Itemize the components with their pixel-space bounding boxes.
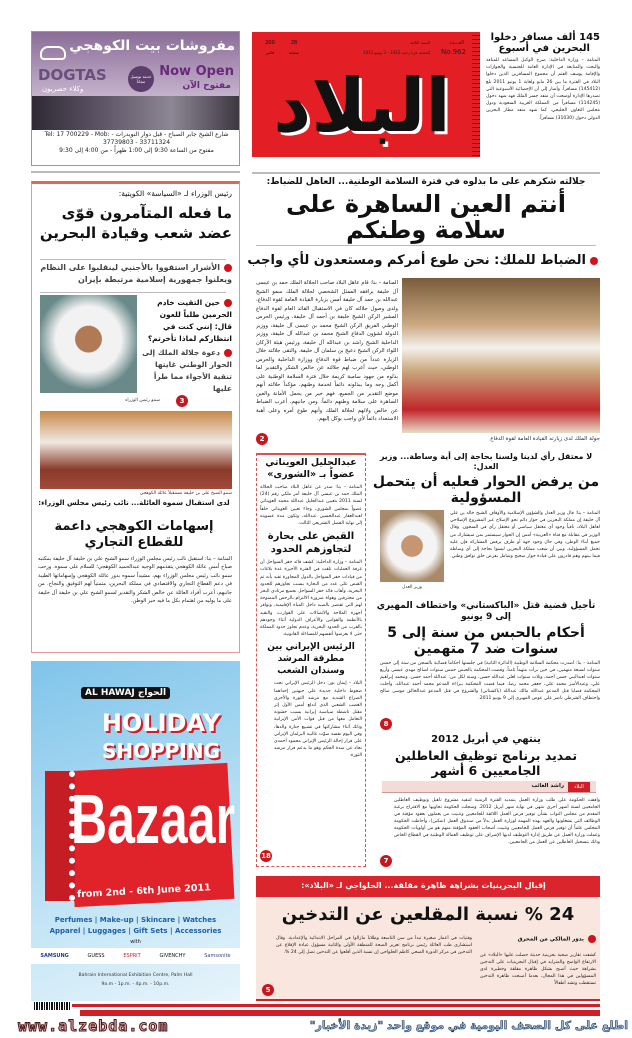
bullet-icon bbox=[224, 349, 232, 357]
divider bbox=[40, 259, 226, 260]
pm-point-3 bbox=[140, 347, 232, 395]
divider bbox=[256, 245, 596, 246]
brand-samsung: SAMSUNG bbox=[40, 953, 69, 959]
ad-hours: مفتوح من الساعة 9:30 إلى 1:00 ظهراً - من 4:00 إلى 9:30 bbox=[34, 147, 239, 155]
justice-headline[interactable]: من يرفض الحوار فعليه أن يتحمل المسؤولية bbox=[372, 474, 600, 506]
sofa-logo-icon bbox=[40, 46, 66, 60]
divider bbox=[252, 172, 600, 174]
ad-badge: خدمة توصيل مجاناً bbox=[128, 66, 154, 92]
year-label: السنة الثالثة bbox=[410, 40, 430, 45]
middle-a1-text: المنامة – بنا: صدر عن عاهل البلاد صاحب الجلالة الملك حمد بن عيسى آل خليفة أمر ملكي رقم (24) لسنة 2011 بتعيين عبدالجليل عبدالله محمد العويناتي عضواً بمجلس الشورى، وجاء تعيين العويناتي خلفاً لعبدالغفار عبدالحسين عبدالله، وتكون مدة عضويته إلى نهاية الفصل التشريعي الثالث. bbox=[260, 485, 362, 527]
kooheji-caption: سمو الشيخ علي بن خليفة مستقبلاً عائلة الكوهجي bbox=[139, 491, 232, 496]
middle-a2-title[interactable]: القبض على بحارة لتجاوزهم الحدود bbox=[267, 531, 355, 556]
bazaar-line3: Bazaar bbox=[71, 779, 235, 859]
kooheji-headline[interactable]: إسهامات الكوهجي داعمة للقطاع التجاري bbox=[54, 519, 214, 550]
lead-subhead bbox=[247, 252, 598, 270]
court-text: المنامة – بنا: أصدرت محكمة السلامة الوطنية (الدائرة الثانية) في جلستها أحكاماً قضائية بالسجن من سنة إلى خمس سنوات لسبعة متهمين، في حين برأت متهماً ثامناً. وقضت المحكمة بالحبس خمس سنوات لصالح مهدي عيسى وأربع سنوات لعبدالنبي حسن أحمد، وثلاث سنوات لعلي عبدالله حسن، وسنة لكل من: عبدالله أحمد حسن، ومحمد إبراهيم علي، وعبدالأمير محمد علي، جعفر محمد رضا، فيما قضت المحكمة ببراءة المدعو محمد أحمد عبدالله. وأجلت المحكمة قضايا قتل المدعو عبدالله مالك عبدالله (باكستاني) والشروع في قتل المدعو عبدالخالق موسى صالح واختطاف الشرطي ناصر علي عوض المهيري إلى 9 يونيو 2011. bbox=[380, 661, 600, 701]
middle-briefs-flow bbox=[260, 457, 362, 863]
lead-kicker: جلالته شكرهم على ما بذلوه في فترة السلامة الوطنية... العاهل للضباط: bbox=[266, 177, 586, 187]
bullet-icon bbox=[590, 257, 598, 265]
footer-url[interactable]: www.alzebda.com bbox=[18, 1017, 169, 1035]
justice-minister-photo bbox=[380, 510, 444, 582]
smoking-byline-text: بدور المالكي من المحرق bbox=[517, 936, 584, 943]
brand-samsonite: Samsonite bbox=[204, 953, 231, 959]
pm-point-text: دعوة جلالة الملك إلى الحوار الوطني غايتها تنقية الأجواء مما طرأ عليها bbox=[142, 348, 232, 393]
smoking-headline[interactable]: 24 % نسبة المقلعين عن التدخين bbox=[281, 904, 575, 925]
bazaar-hours: 9a.m - 1p.m. - 4p.m. - 10p.m. bbox=[101, 982, 170, 987]
price-label: فلس bbox=[265, 50, 275, 55]
ad-open-en: Now Open bbox=[159, 64, 234, 79]
bazaar-brands bbox=[31, 948, 240, 964]
smoking-text-1: كشفت تقارير صحية بحرينية حديثة حصلت عليها «البلاد» عن الارتفاع الواضح والمتزايد في إقبال البحرينيات على التدخين بشراهة حيث أصبح بشكل ظاهرة مقلقة وخطيرة لدى المسؤولين في هذا المجال، بعدما أصبحت ظاهرة التدخين تستقطب وتشد أطفالاً bbox=[480, 953, 596, 986]
lead-headline[interactable]: أنتم العين الساهرة على سلامة وطنكم bbox=[286, 190, 566, 244]
smoking-byline bbox=[480, 935, 596, 943]
kooheji-text: المنامة – بنا: استقبل نائب رئيس مجلس الوزراء سمو الشيخ علي بن خليفة آل خليفة بمكتبه صباح أمس عائلة الكوهجي يتقدمهم الوجيه عبدالحميد الكوهجي؛ للسلام على سموه. ورحب سمو نائب رئيس مجلس الوزراء بهم، مشيداً سموه بدور عائلة الكوهجي وإسهاماتها الطيبة في دعم القطاع التجاري والاقتصادي في مملكة البحرين، متمنياً لهم التوفيق والنجاح. من جانبهم، أعرب أفراد العائلة عن خالص الشكر والتقدير لسمو الشيخ علي بن خليفة آل خليفة على ما يوليه من اهتمام بكل ما فيه خير الوطن. bbox=[38, 556, 232, 605]
bazaar-cats-2: Apparel | Luggages | Gift Sets | Accessories bbox=[49, 927, 222, 935]
pm-point-text: الأشرار استقووا بالأجنبي لينقلبوا على النظام ويعلنوا جمهورية إسلامية مرتبطة بإيران bbox=[40, 263, 232, 284]
brief-title-2: البحرين في أسبوع bbox=[498, 43, 590, 54]
middle-a1-title[interactable]: عبدالجليل العويناتي عضواً بـ «الشورى» bbox=[265, 457, 357, 480]
justice-kicker: لا معتقل رأي لدينا ولسنا بحاجة إلى أية وساطة... وزير العدل: bbox=[379, 452, 593, 471]
brief-title-1: 145 ألف مسافر دخلوا bbox=[490, 32, 600, 43]
issue-date: الجمعة غرة رجب 1432 - 3 يونيو 2011 bbox=[363, 50, 430, 55]
page-count-label: صفحة bbox=[288, 50, 300, 55]
divider bbox=[40, 292, 226, 293]
king-visit-photo bbox=[402, 278, 600, 433]
page-count: 28 bbox=[290, 40, 298, 46]
brand-guess: GUESS bbox=[87, 953, 105, 959]
bullet-icon bbox=[224, 264, 232, 272]
brief-text: المنامة – وزارة الداخلية: صرح الوكيل المساعد للمنافذ والبحث والمتابعة في الإدارة العامة للجنسية والجوازات والإقامة يوسف الفتم أن مجموع المسافرين الذين دخلوا البلاد في الفترة ما بين 26 مايو ولغاية 1 يونيو 2011 بلغ (145412) مسافراً. وأشار إلى أن الإحصائية الأسبوعية التي تصدرها الإدارة أوضحت أن منفذ جسر الملك فهد شهد دخول (114245) مسافراً من المملكة العربية السعودية ودول مجلس التعاون الخليجي، كما شهد منفذ مطار البحرين الدولي دخول (31030) مسافراً. bbox=[486, 58, 600, 121]
court-kicker: تأجيل قضية قتل «الباكستاني» واختطاف المهيري إلى 9 يونيو bbox=[376, 601, 596, 622]
justice-caption: وزير العدل bbox=[402, 585, 422, 590]
page-ref-badge[interactable]: 3 bbox=[176, 395, 188, 407]
smoking-text-2: وفتيات في أعمار صغيرة تبدأ من سن التاسعة وطلاباً مازالوا في المراحل الابتدائية والإعدادية. وقال استشاري طب العائلة رئيس برنامج تعزيز الصحة للمنطقة الأولى والثانية مسؤول عيادة الإقلاع عن التدخين في مركز الدورة الصحي كاظم الحلواجي إن نسبة الذين أقلعوا عن التدخين تصل إلى 24 %. bbox=[276, 936, 472, 955]
page-ref-badge[interactable]: 7 bbox=[380, 855, 392, 867]
ad-agent: وكلاء حصريون bbox=[42, 85, 84, 93]
lead-text: المنامة – بنا: قام عاهل البلاد صاحب الجلالة الملك حمد بن عيسى آل خليفة يرافقه الممثل الشخصي لجلالة الملك سمو الشيخ عبدالله بن حمد آل خليفة أمس بزيارة القيادة العامة لقوة الدفاع، ولدى وصول جلالته كان في الاستقبال القائد العام لقوة الدفاع المشير الركن الشيخ خليفة بن أحمد آل خليفة، ورئيس الحرس الوطني الفريق الركن الشيخ محمد بن عيسى آل خليفة، ووزير الدولة لشؤون الدفاع الشيخ محمد بن عبدالله آل خليفة، ووزير الداخلية الشيخ راشد بن عبدالله آل خليفة، ورئيس هيئة الأركان اللواء الركن الشيخ دعيج بن سلمان آل خليفة. والتقى جلالته خلال الزيارة عدداً من ضباط قوة الدفاع ووزارة الداخلية والحرس الوطني، حيث أعرب لهم جلالته عن خالص الشكر والتقدير لما بذلوه من جهود سامية كريمة خلال فترة السلامة الوطنية على أكمل وجه وما يبذلونه دائماً لخدمة وطنهم، مؤكداً جلالته أنهم موضع التقدير من الجميع، فهم خير من يحمل الأمانة والعين الساهرة على سلامة وطنهم دائماً. ومن جانبهم، أعرب الضباط عن خالص ولائهم لجلالة الملك وأنهم طوع أمره وعلى أهبة الاستعداد دائماً لأي واجب يوكل إليهم. bbox=[256, 280, 398, 422]
justice-text: المنامة – بنا: قال وزير العدل والشؤون الإسلامية والأوقاف الشيخ خالد بن علي آل خليفة إن مملكة البحرين في حوار دائم نحو الإصلاح عبر المشروع الإصلاحي لعاهل البلاد، نافياً وجود أي معتقل سياسي أو معتقل رأي في السجون. وقال الوزير في مقابلة مع قناة «العربية» أمس إن الحوار سيستمر بمن سيشارك من جميع أبناء الوطن، وفي حال وجود جهة أو طرف يرفض المشاركة فإن عليه تحمل المسؤولية. وبين أن شعب مملكة البحرين ليسوا بحاجة إلى أي وساطة فيما بينهم وهم قادرون على قيادة حوار صحيح وشامل بفرض خلق توافق وطني. bbox=[450, 511, 600, 560]
lead-photo-caption: جولة الملك لدى زيارته القيادة العامة لقوة الدفاع bbox=[490, 436, 600, 442]
pm-kicker: رئيس الوزراء لـ «السياسة» الكويتية: bbox=[118, 189, 232, 198]
pm-point-1 bbox=[36, 262, 232, 286]
bazaar-venue: Bahrain International Exhibition Centre, Palm Hall bbox=[78, 973, 193, 978]
bazaar-dates: from 2nd - 6th June 2011 bbox=[76, 882, 211, 901]
newspaper-logo: البلاد bbox=[273, 63, 451, 149]
ad-open-ar: مفتوح الآن bbox=[182, 81, 231, 91]
jobs-source-tag: البلاد bbox=[568, 782, 590, 792]
middle-a3-title[interactable]: الرئيس الإيراني بين مطرقة المرشد وسندان الشعب bbox=[267, 642, 355, 677]
pm-photo bbox=[40, 295, 137, 393]
page-ref-badge[interactable]: 5 bbox=[262, 984, 274, 996]
jobs-kicker: ينتهي في أبريل 2012 bbox=[431, 734, 541, 745]
ad-brand-ar: مفروشات بيت الكوهجي bbox=[69, 38, 235, 54]
page-ref-badge[interactable]: 8 bbox=[380, 718, 392, 730]
masthead-side-strip bbox=[472, 32, 480, 157]
jobs-text: وافقت الحكومة على طلب وزارة العمل بتمديد الفترة الزمنية لتنفيذ مشروع تأهيل وتوظيف العاطلين الجامعيين لستة أشهر أخرى تنتهي في نهاية شهر أبريل 2012. وسجلت الحكومة تجاوبها مع الاقتراح برغبة المقدم من مجلس النواب بشأن توفير فرص العمل اللائقة للجامعيين وتثبيت من يعملون بعقود مؤقتة في الوظائف التي يشغلونها والعهد بهذه المهمة لوزارة العمل بدلاً من صندوق العمل (تمكين)، وأحاطت الحكومة المجلس علماً أن توفير فرص العمل للجامعيين وتثبيت أصحاب العقود المؤقتة منهم هو من أولويات الحكومة وعملت وزارة العمل عن طريق إدارة التوظيف لديها الإشراف على توظيف العمالة الوطنية في القطاع الخاص وذلك بتسجيل العاطلين عن العمل من الجامعيين. bbox=[394, 798, 600, 845]
bazaar-brand bbox=[81, 687, 170, 699]
bazaar-ad[interactable] bbox=[31, 661, 240, 1001]
masthead bbox=[252, 32, 472, 157]
bazaar-with: with bbox=[130, 939, 141, 945]
court-headline[interactable]: أحكام بالحبس من سنة إلى 5 سنوات ضد 7 متهمين bbox=[387, 625, 585, 657]
brief-article[interactable] bbox=[486, 32, 600, 122]
kooheji-kicker: لدى استقبال سموه العائلة... نائب رئيس مجلس الوزراء: bbox=[38, 499, 230, 507]
bazaar-line1: HOLIDAY bbox=[101, 709, 221, 737]
ad-bed-photo bbox=[32, 96, 240, 130]
furniture-ad[interactable] bbox=[31, 31, 240, 166]
pm-photo-caption: سمو رئيس الوزراء bbox=[125, 398, 160, 403]
pm-point-2 bbox=[140, 297, 232, 345]
bazaar-line2: SHOPPING bbox=[101, 739, 221, 763]
issue-label: العـــدد bbox=[449, 40, 464, 46]
barcode bbox=[34, 1002, 70, 1010]
kooheji-meeting-photo bbox=[40, 411, 232, 489]
ad-address: شارع الشيخ جابر الصباح - قبل دوار النويدرات - Tel: 17 700229 - Mob: 37739803 - 33711324 bbox=[34, 131, 239, 146]
footer-promo: اطلع على كل الصحف اليومية في موقع واحد "زبدة الأخبار" bbox=[309, 1019, 628, 1032]
page-ref-badge[interactable]: 2 bbox=[256, 433, 268, 445]
pm-point-text: حين التقيت خادم الحرمين طلباً للعون قال: إنني كنت في انتظاركم لماذا تأخرتم؟ bbox=[147, 298, 232, 343]
brand-givenchy: GIVENCHY bbox=[159, 953, 186, 959]
footer-red-strip bbox=[72, 1004, 600, 1007]
bazaar-cats-1: Perfumes | Make-up | Skincare | Watches bbox=[54, 916, 217, 924]
lead-subhead-text: الضباط للملك: نحن طوع أمركم ومستعدون لأي واجب bbox=[247, 253, 586, 268]
divider bbox=[31, 171, 240, 173]
bullet-icon bbox=[588, 935, 596, 943]
bazaar-brand-en: AL HAWAJ bbox=[85, 688, 135, 698]
pm-headline[interactable]: ما فعله المتآمرون قوّى عضد شعب وقيادة البحرين bbox=[39, 204, 232, 242]
jobs-author: راشد الغائب bbox=[531, 783, 564, 789]
page-ref-badge[interactable]: 18 bbox=[261, 852, 271, 860]
bullet-icon bbox=[224, 299, 232, 307]
price: 200 bbox=[265, 40, 275, 46]
smoking-kicker: إقبال البحرينيات بشراهة ظاهرة مقلقة... الحلواجي لـ «البلاد»: bbox=[301, 881, 546, 890]
brand-esprit: ESPRIT bbox=[123, 953, 141, 959]
jobs-headline[interactable]: تمديد برنامج توظيف العاطلين الجامعيين 6 أشهر bbox=[394, 748, 578, 778]
middle-a3-text: البلاد – إيمان نور: دخل الرئيس الإيراني تحت ضغوط داخلية جديدة على جبهتين إحداهما الصراع الشديد مع مرشد الثورة والأخرى الغضب الشعبي الذي اندلع أمس الأول إثر مقتل ناشطة سياسية إيرانية بسبب خشونة التعامل معها من قبل قوات الأمن الإيرانية وذلك أثناء مشاركتها في تشييع جنازة والدها، وفي اليوم نفسه صوّت غالبية البرلمان الإيراني على قرار إحالة الرئيس الإيراني محمود أحمدي نجاد عن سدة الحكم وهو ما يدعم قرار مرشد الثورة. bbox=[274, 681, 362, 759]
middle-a2-text: المنامة – وزارة الداخلية: كشف قائد خفر السواحل أن غرفة العمليات تلقت في الفترة الأخيرة عدة بلاغات من قيادات خفر السواحل بالدول المجاورة تفيد بأنه تم القبض على عدد من البحارة بسبب تجاوزهم للحدود البحرية، وأهاب قائد خفر السواحل بجميع مرتادي البحر من محترفين وهواة ضرورة الالتزام بالرخص الممنوحة لهم التي تقتصر بالصيد داخل المياه الإقليمية، وتوافر أجهزة الملاحة والاتصالات على القوارب، والتقيد بالأنظمة والقوانين والأعراف الدولية أثناء وجودهم بالقرب من الحدود البحرية، وعدم تجاوز حدود المملكة حتى لا يعرضوا أنفسهم للمساءلة القانونية. bbox=[260, 560, 362, 638]
issue-number: No.962 bbox=[441, 48, 466, 56]
bazaar-brand-ar: الحواج bbox=[137, 688, 167, 698]
ad-brand: DOGTAS bbox=[38, 66, 107, 84]
